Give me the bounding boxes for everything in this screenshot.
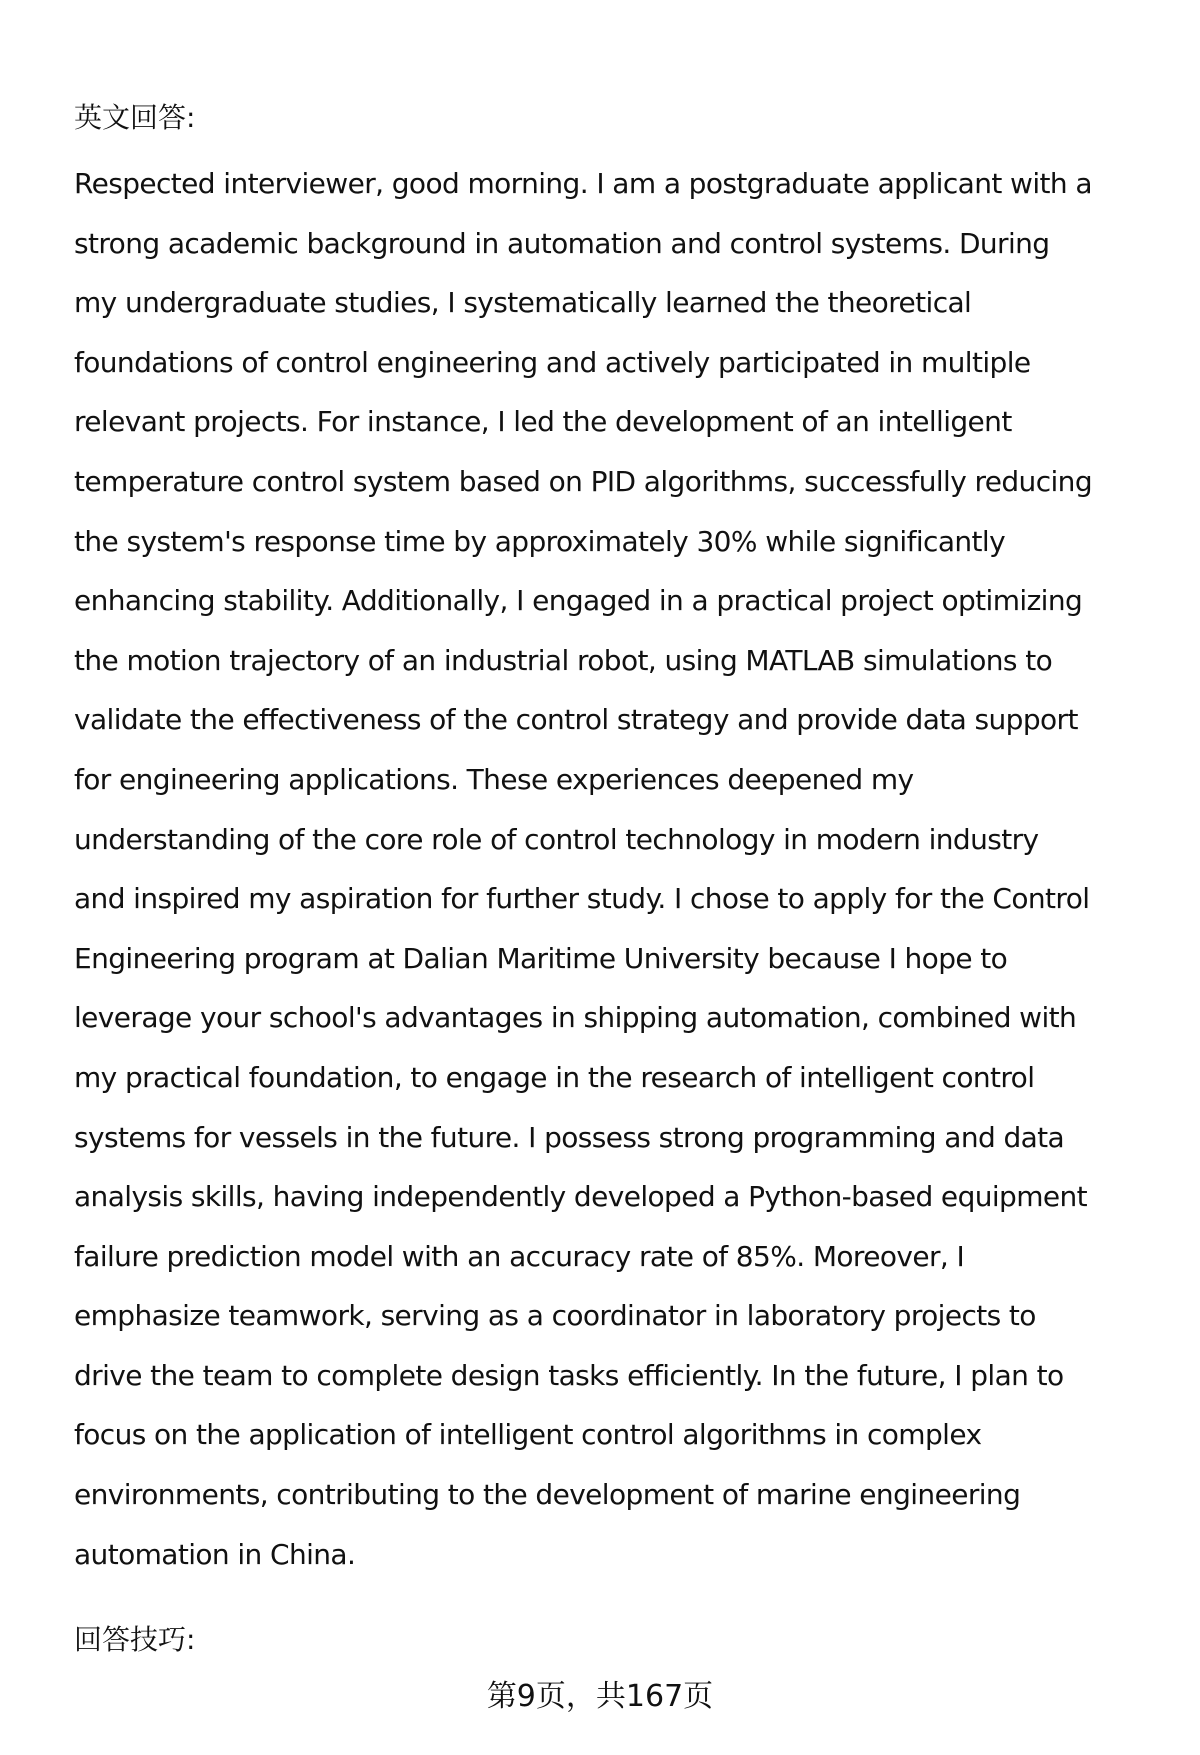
answer-line: strong academic background in automation and control systems. During — [74, 226, 1050, 260]
answer-line: temperature control system based on PID algorithms, successfully reducing — [74, 464, 1092, 498]
answer-line: understanding of the core role of control technology in modern industry — [74, 822, 1039, 856]
answer-line: for engineering applications. These experiences deepened my — [74, 762, 914, 796]
answer-line: Engineering program at Dalian Maritime University because I hope to — [74, 941, 1008, 975]
answer-line: my practical foundation, to engage in the research of intelligent control — [74, 1060, 1035, 1094]
page-number-footer: 第9页，共167页 — [486, 1679, 714, 1714]
answer-line: automation in China. — [74, 1537, 356, 1571]
answer-line: environments, contributing to the development of marine engineering — [74, 1478, 1021, 1512]
answer-line: foundations of control engineering and actively participated in multiple — [74, 345, 1031, 379]
section-title-answer-tips: 回答技巧: — [74, 1623, 196, 1656]
answer-line: and inspired my aspiration for further study. I chose to apply for the Control — [74, 882, 1090, 916]
answer-line: emphasize teamwork, serving as a coordinator in laboratory projects to — [74, 1299, 1036, 1333]
answer-line: Respected interviewer, good morning. I am a postgraduate applicant with a — [74, 167, 1092, 200]
answer-line: my undergraduate studies, I systematically learned the theoretical — [74, 286, 972, 320]
answer-line: systems for vessels in the future. I possess strong programming and data — [74, 1120, 1065, 1154]
answer-line: validate the effectiveness of the control strategy and provide data support — [74, 703, 1078, 737]
section-title-english-answer: 英文回答: — [74, 101, 196, 134]
english-answer-paragraph — [74, 154, 1154, 1584]
answer-line: leverage your school's advantages in shipping automation, combined with — [74, 1001, 1077, 1035]
answer-line: failure prediction model with an accuracy rate of 85%. Moreover, I — [74, 1239, 965, 1273]
answer-line: the motion trajectory of an industrial robot, using MATLAB simulations to — [74, 643, 1053, 677]
answer-line: the system's response time by approximately 30% while significantly — [74, 524, 1006, 558]
answer-line: focus on the application of intelligent control algorithms in complex — [74, 1418, 982, 1452]
answer-line: analysis skills, having independently developed a Python-based equipment — [74, 1180, 1088, 1214]
answer-line: drive the team to complete design tasks efficiently. In the future, I plan to — [74, 1358, 1064, 1392]
answer-line: enhancing stability. Additionally, I engaged in a practical project optimizing — [74, 584, 1083, 618]
answer-line: relevant projects. For instance, I led the development of an intelligent — [74, 405, 1012, 439]
